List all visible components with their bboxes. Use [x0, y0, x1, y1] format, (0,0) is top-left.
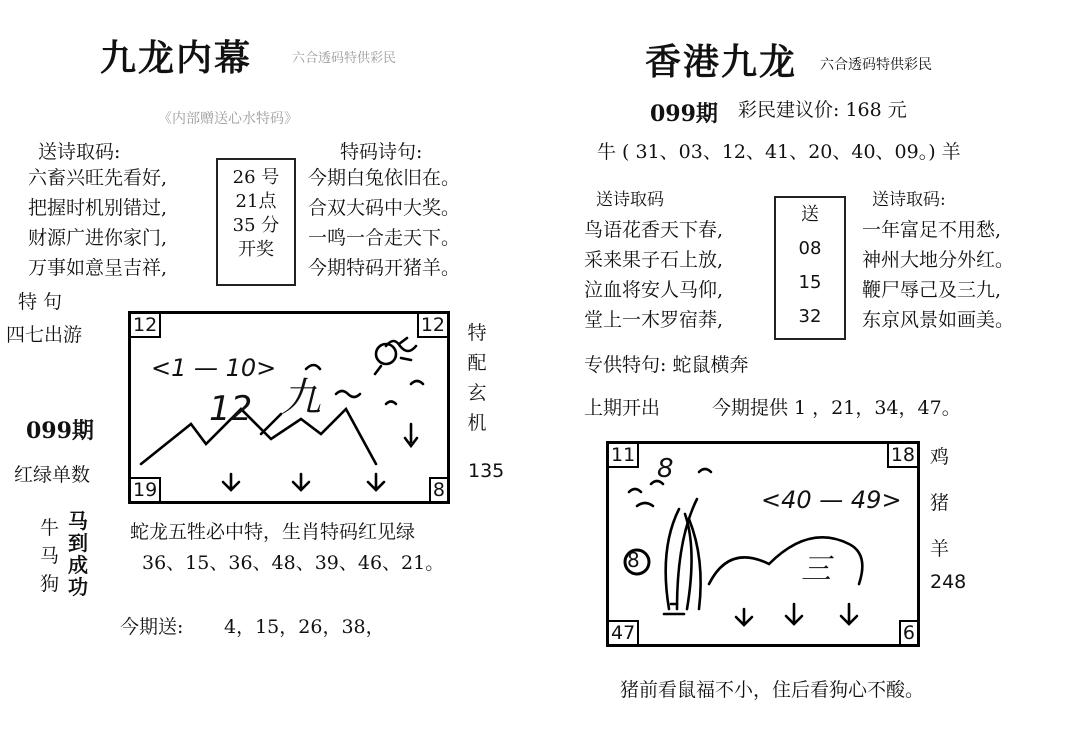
right-range-text: <40 — 49> — [761, 486, 902, 514]
left-animals — [40, 514, 59, 598]
right-corner-tr: 18 — [887, 442, 919, 468]
right-poem-right — [862, 215, 1014, 335]
left-send-numbers: 4，15，26，38， — [224, 616, 385, 638]
left-vertical-label — [466, 318, 488, 438]
left-range-text: <1 — 10> — [151, 354, 277, 382]
right-handwritten-mark: 8 — [657, 454, 674, 484]
vertical-char: 配 — [467, 352, 487, 374]
plant-sketch — [609, 444, 917, 644]
right-numbers-line: 牛 ( 31、03、12、41、20、40、09。) 羊 — [597, 141, 961, 163]
right-poem-right-line: 鞭尸辱己及三九, — [862, 279, 1002, 301]
left-corner-bl: 19 — [129, 477, 161, 503]
side-animal: 鸡 — [930, 446, 950, 468]
right-poem-right-line: 一年富足不用愁, — [862, 219, 1002, 241]
left-special-sentence: 四七出游 — [6, 324, 83, 346]
left-corner-tr: 12 — [417, 312, 449, 338]
right-send-poem-label-right: 送诗取码: — [872, 190, 946, 210]
left-handwritten-char: 九 — [281, 375, 321, 421]
vertical-char: 机 — [467, 412, 487, 434]
draw-time-label: 开奖 — [238, 239, 274, 260]
left-poem — [28, 163, 167, 283]
right-poem-right-line: 东京风景如画美。 — [862, 309, 1015, 331]
left-poem-line: 把握时机别错过, — [28, 197, 168, 219]
left-vertical-number: 135 — [468, 460, 505, 482]
right-corner-bl: 47 — [607, 620, 639, 646]
send-box-number: 15 — [798, 272, 822, 293]
slogan-char: 马 — [68, 509, 88, 533]
right-poem-left-line: 采来果子石上放, — [584, 249, 724, 271]
slogan-char: 功 — [68, 575, 88, 599]
right-send-box — [774, 196, 846, 340]
left-poem-line: 万事如意呈吉祥, — [28, 257, 168, 279]
left-special-poem-line: 一鸣一合走天下。 — [308, 227, 461, 249]
draw-time-hour: 21点 — [235, 191, 277, 212]
right-title: 香港九龙 — [645, 41, 798, 83]
right-issue: 099期 — [650, 101, 718, 127]
draw-time-day: 26 号 — [232, 167, 280, 188]
left-special-poem — [308, 163, 460, 283]
slogan-char: 成 — [68, 553, 88, 577]
left-hint-drawing — [128, 311, 450, 504]
right-poem-left-line: 泣血将安人马仰, — [584, 279, 724, 301]
left-send-poem-label: 送诗取码: — [38, 141, 121, 163]
left-title: 九龙内幕 — [100, 37, 253, 79]
right-poem-left — [584, 215, 723, 335]
left-draw-time-box — [216, 158, 296, 286]
right-send-poem-label-left: 送诗取码 — [596, 190, 664, 210]
left-poem-line: 财源广进你家门, — [28, 227, 168, 249]
right-price: 彩民建议价: 168 元 — [738, 99, 907, 121]
left-zodiac-numbers: 36、15、36、48、39、46、21。 — [142, 552, 445, 574]
left-title-sub: 六合透码特供彩民 — [292, 51, 397, 66]
animal: 牛 — [40, 517, 60, 539]
right-hint-drawing — [606, 441, 920, 647]
right-last-period: 上期开出 — [584, 397, 661, 419]
left-issue: 099期 — [26, 418, 94, 444]
right-corner-br: 6 — [899, 620, 919, 646]
right-corner-tl: 11 — [607, 442, 639, 468]
right-side-mark: 三 — [801, 552, 831, 587]
right-title-sub: 六合透码特供彩民 — [820, 57, 932, 73]
right-footer: 猪前看鼠福不小，住后看狗心不酸。 — [620, 679, 925, 701]
left-special-sentence-label: 特 句 — [18, 291, 63, 313]
left-zodiac-line: 蛇龙五牲必中特，生肖特码红见绿 — [130, 521, 416, 543]
animal: 狗 — [40, 573, 60, 595]
side-animal: 羊 — [930, 538, 950, 560]
slogan-char: 到 — [68, 531, 88, 555]
vertical-char: 玄 — [467, 382, 487, 404]
left-send-label: 今期送: — [120, 616, 184, 638]
left-special-poem-line: 今期特码开猪羊。 — [308, 257, 461, 279]
left-special-poem-line: 今期白兔依旧在。 — [308, 167, 461, 189]
right-side-animals — [930, 434, 949, 572]
draw-time-minute: 35 分 — [232, 215, 280, 236]
left-corner-tl: 12 — [129, 312, 161, 338]
left-special-poem-label: 特码诗句: — [340, 141, 423, 163]
right-side-number: 248 — [930, 571, 967, 593]
left-red-green: 红绿单数 — [14, 464, 91, 486]
animal: 马 — [40, 545, 60, 567]
side-animal: 猪 — [930, 492, 950, 514]
right-special-phrase: 专供特句: 蛇鼠横奔 — [584, 354, 749, 376]
send-box-number: 32 — [798, 306, 822, 327]
left-slogan — [68, 510, 88, 598]
left-numeral: 12 — [209, 389, 253, 429]
right-poem-left-line: 鸟语花香天下春, — [584, 219, 724, 241]
right-this-period: 今期提供 1 ，21，34，47。 — [712, 397, 961, 419]
left-corner-br: 8 — [429, 477, 449, 503]
vertical-char: 特 — [467, 322, 487, 344]
left-subtitle: 《内部赠送心水特码》 — [158, 111, 298, 127]
send-box-label: 送 — [801, 204, 819, 225]
right-poem-left-line: 堂上一木罗宿莽, — [584, 309, 724, 331]
right-circled-number: 8 — [627, 548, 640, 572]
right-poem-right-line: 神州大地分外红。 — [862, 249, 1015, 271]
send-box-number: 08 — [798, 238, 822, 259]
left-special-poem-line: 合双大码中大奖。 — [308, 197, 461, 219]
left-poem-line: 六畜兴旺先看好, — [28, 167, 168, 189]
